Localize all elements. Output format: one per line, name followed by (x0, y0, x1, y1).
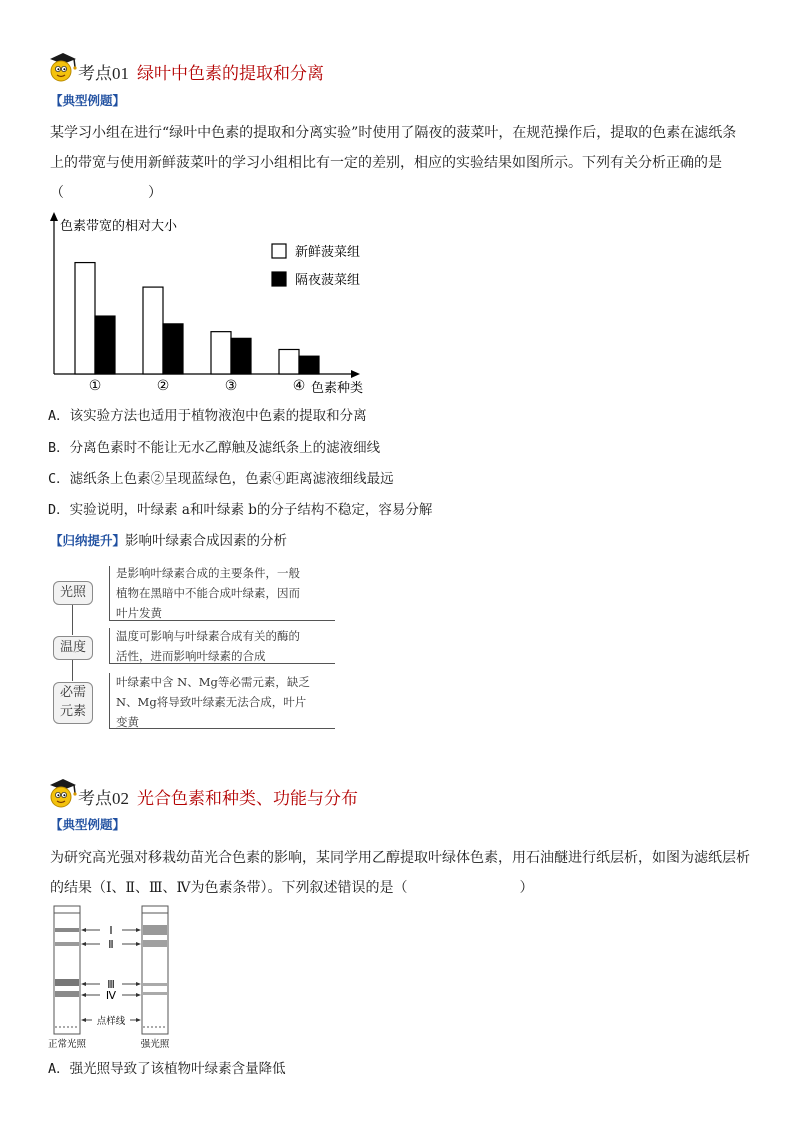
x-tick-label: ③ (224, 378, 238, 394)
bar-fresh-3 (211, 332, 231, 374)
section-1-title: 绿叶中色素的提取和分离 (137, 64, 324, 84)
bar-overnight-1 (95, 316, 115, 374)
band-label-II: Ⅱ (108, 938, 114, 951)
option-letter: D． (48, 502, 70, 518)
question-line: 上的带宽与使用新鲜菠菜叶的学习小组相比有一定的差别，相应的实验结果如图所示。下列有关分析正确的是 (50, 155, 722, 171)
section-2-number: 考点02 (78, 789, 129, 808)
section-1-heading (78, 59, 324, 84)
question-line: 为研究高光强对移栽幼苗光合色素的影响，某同学用乙醇提取叶绿体色素，用石油醚进行纸层析，如图为滤纸层析 (50, 850, 750, 866)
option-text: 实验说明，叶绿素 a和叶绿素 b的分子结构不稳定，容易分解 (69, 502, 433, 518)
factor-desc-light (116, 563, 300, 623)
x-tick-label: ④ (292, 378, 306, 394)
x-axis-arrow (351, 370, 360, 378)
student-mascot-icon (46, 50, 78, 84)
option-d[interactable] (48, 498, 432, 518)
factor-box-elements (53, 682, 93, 724)
connector-line (72, 660, 73, 681)
option-text: 强光照导致了该植物叶绿素含量降低 (69, 1061, 286, 1077)
pigment-bar-chart (40, 208, 380, 398)
option-text: 该实验方法也适用于植物液泡中色素的提取和分离 (69, 408, 367, 424)
summary-heading (50, 529, 287, 549)
band-I-normal (55, 928, 79, 932)
factor-box-light: 光照 (53, 581, 93, 605)
desc-line: 叶片发黄 (116, 606, 162, 620)
x-tick-label: ② (156, 378, 170, 394)
factor-desc-elements (116, 672, 310, 732)
x-tick-label: ① (88, 378, 102, 394)
paper-strip-normal (54, 906, 80, 1034)
factor-label-line: 元素 (59, 704, 86, 719)
origin-line-label: 点样线 (96, 1016, 126, 1027)
desc-line: 是影响叶绿素合成的主要条件，一般 (116, 566, 300, 580)
student-mascot-icon (46, 776, 78, 810)
band-label-I: Ⅰ (109, 924, 113, 937)
section-2-question (50, 843, 750, 903)
option-text: 滤纸条上色素②呈现蓝绿色，色素④距离滤液细线最远 (69, 471, 394, 487)
y-axis-arrow (50, 212, 58, 221)
factor-desc-temperature (116, 626, 300, 666)
desc-line: 叶绿素中含 N、Mg等必需元素，缺乏 (116, 675, 310, 689)
band-IV-strong (143, 992, 167, 995)
section-2-tag: 【典型例题】 (50, 817, 126, 832)
question-line: 的结果（Ⅰ、Ⅱ、Ⅲ、Ⅳ为色素条带）。下列叙述错误的是（ ） (50, 880, 534, 896)
option-letter: A． (48, 408, 70, 424)
band-II-strong (143, 940, 167, 947)
bar-fresh-1 (75, 263, 95, 374)
bar-overnight-3 (231, 338, 251, 374)
option-a[interactable] (48, 404, 367, 424)
option-letter: C． (48, 471, 70, 487)
strip-label-normal: 正常光照 (48, 1039, 87, 1050)
bracket-line (109, 673, 110, 728)
factor-box-temperature: 温度 (53, 636, 93, 660)
chromatography-figure (48, 904, 218, 1050)
section-1-number: 考点01 (78, 64, 129, 83)
bracket-line (109, 566, 110, 620)
band-label-III: Ⅲ (107, 978, 115, 991)
band-III-strong (143, 983, 167, 986)
option-a-section-2[interactable] (48, 1057, 286, 1077)
question-line: 某学习小组在进行“绿叶中色素的提取和分离实验”时使用了隔夜的菠菜叶，在规范操作后，提取的色素在滤纸条 (50, 125, 737, 141)
question-line: （ ） (50, 185, 162, 201)
legend-label-fresh: 新鲜菠菜组 (295, 245, 361, 260)
bar-overnight-4 (299, 356, 319, 374)
desc-line: 温度可影响与叶绿素合成有关的酶的 (116, 629, 300, 643)
band-IV-normal (55, 991, 79, 997)
legend-swatch-fresh (272, 244, 286, 258)
band-label-IV: Ⅳ (105, 989, 117, 1002)
legend-swatch-overnight (272, 272, 286, 286)
bar-overnight-2 (163, 324, 183, 374)
option-b[interactable] (48, 436, 380, 456)
y-axis-label: 色素带宽的相对大小 (60, 219, 178, 234)
legend-label-overnight: 隔夜菠菜组 (295, 273, 361, 288)
bracket-line (109, 628, 110, 663)
desc-line: 活性，进而影响叶绿素的合成 (116, 649, 266, 663)
bar-fresh-2 (143, 287, 163, 374)
section-1-tag: 【典型例题】 (50, 93, 126, 108)
summary-tag: 【归纳提升】 (50, 533, 126, 548)
option-c[interactable] (48, 467, 394, 487)
x-axis-label: 色素种类 (311, 381, 364, 396)
bar-fresh-4 (279, 349, 299, 374)
band-II-normal (55, 942, 79, 946)
desc-line: N、Mg将导致叶绿素无法合成，叶片 (116, 695, 307, 709)
option-text: 分离色素时不能让无水乙醇触及滤纸条上的滤液细线 (69, 440, 381, 456)
option-letter: B． (48, 440, 70, 456)
desc-line: 变黄 (116, 715, 139, 729)
band-I-strong (143, 925, 167, 935)
desc-line: 植物在黑暗中不能合成叶绿素，因而 (116, 586, 300, 600)
option-letter: A． (48, 1061, 70, 1077)
summary-title: 影响叶绿素合成因素的分析 (125, 533, 288, 549)
section-1-question (50, 118, 736, 208)
factor-label-line: 必需 (59, 685, 86, 700)
section-2-heading (78, 784, 358, 809)
connector-line (72, 604, 73, 635)
strip-label-strong: 强光照 (140, 1039, 170, 1050)
band-III-normal (55, 979, 79, 986)
section-2-title: 光合色素和种类、功能与分布 (137, 789, 358, 809)
